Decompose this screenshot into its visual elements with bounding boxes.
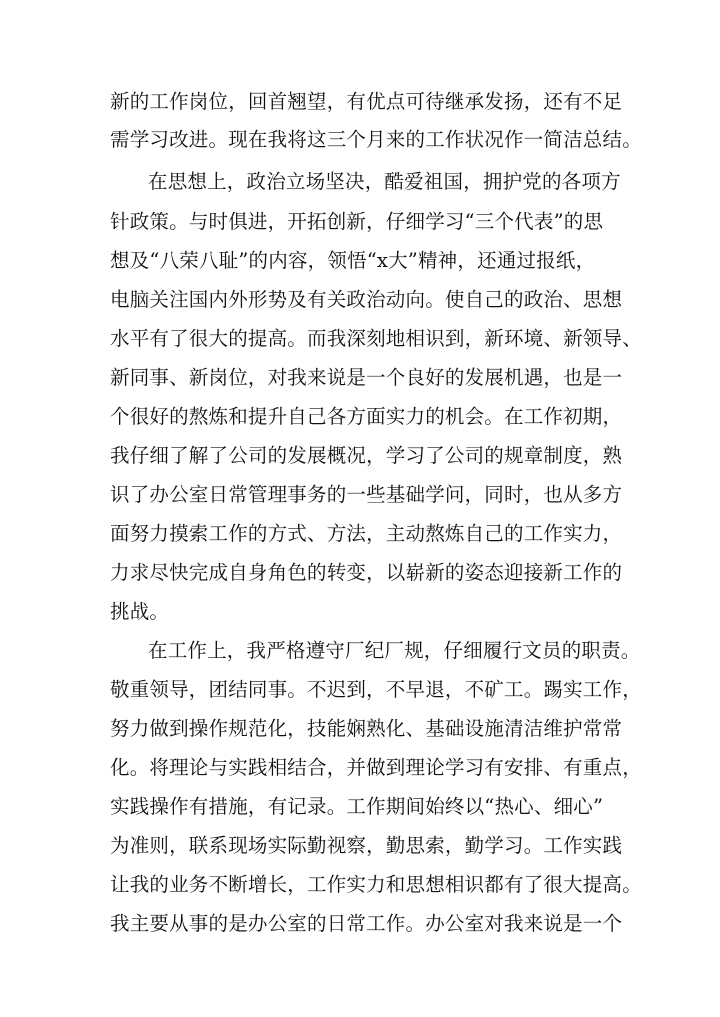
text-line: 实践操作有措施，有记录。工作期间始终以“热心、细心” bbox=[110, 795, 604, 818]
text-line: 个很好的熬炼和提升自己各方面实力的机会。在工作初期， bbox=[110, 405, 623, 428]
text-line: 电脑关注国内外形势及有关政治动向。使自己的政治、思想 bbox=[110, 288, 623, 311]
text-line: 为准则，联系现场实际勤视察，勤思索，勤学习。工作实践 bbox=[110, 834, 623, 857]
text-line: 新同事、新岗位，对我来说是一个良好的发展机遇，也是一 bbox=[110, 366, 623, 389]
text-line: 力求尽快完成自身角色的转变，以崭新的姿态迎接新工作的 bbox=[110, 561, 623, 584]
text-line: 敬重领导，团结同事。不迟到，不早退，不矿工。踢实工作， bbox=[110, 678, 642, 701]
text-line: 想及“八荣八耻”的内容，领悟“x大”精神，还通过报纸， bbox=[110, 249, 596, 272]
text-line: 识了办公室日常管理事务的一些基础学问，同时，也从多方 bbox=[110, 483, 623, 506]
text-line: 针政策。与时俱进，开拓创新，仔细学习“三个代表”的思 bbox=[110, 210, 604, 233]
text-line: 我主要从事的是办公室的日常工作。办公室对我来说是一个 bbox=[110, 912, 623, 935]
paragraph-start-line: 在思想上，政治立场坚决，酷爱祖国，拥护党的各项方 bbox=[148, 170, 621, 193]
text-line: 化。将理论与实践相结合，并做到理论学习有安排、有重点， bbox=[110, 756, 642, 779]
text-line: 新的工作岗位，回首翘望，有优点可待继承发扬，还有不足 bbox=[110, 90, 623, 113]
text-line: 挑战。 bbox=[110, 600, 170, 623]
paragraph-start-line: 在工作上，我严格遵守厂纪厂规，仔细履行文员的职责。 bbox=[148, 639, 641, 662]
text-line: 我仔细了解了公司的发展概况，学习了公司的规章制度，熟 bbox=[110, 444, 623, 467]
text-line: 需学习改进。现在我将这三个月来的工作状况作一简洁总结。 bbox=[110, 128, 642, 151]
text-line: 面努力摸索工作的方式、方法，主动熬炼自己的工作实力， bbox=[110, 522, 623, 545]
text-line: 努力做到操作规范化，技能娴熟化、基础设施清洁维护常常 bbox=[110, 717, 623, 740]
text-line: 让我的业务不断增长，工作实力和思想相识都有了很大提高。 bbox=[110, 873, 642, 896]
text-line: 水平有了很大的提高。而我深刻地相识到，新环境、新领导、 bbox=[110, 327, 642, 350]
